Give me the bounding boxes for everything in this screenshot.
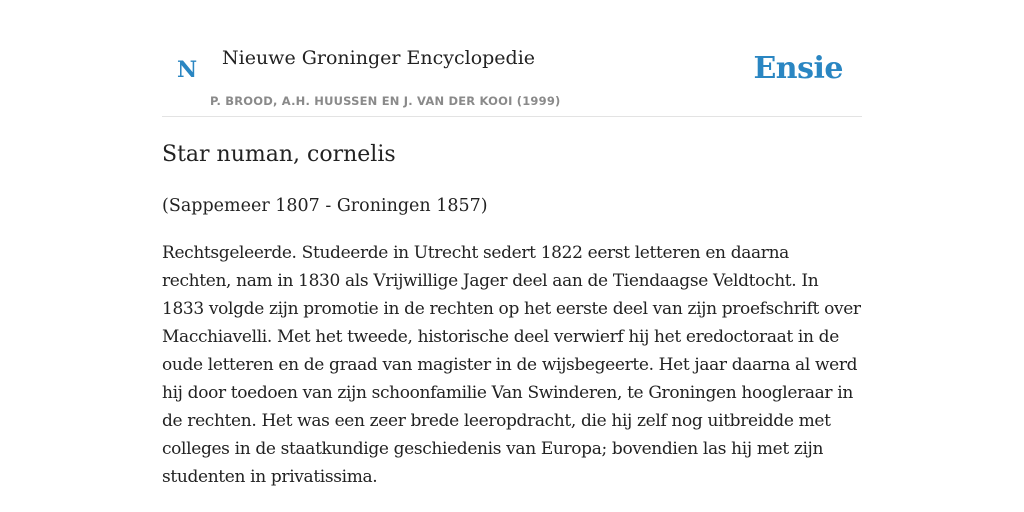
book-authors: P. BROOD, A.H. HUUSSEN EN J. VAN DER KOOI (1999) — [210, 94, 561, 108]
entry-subtitle: (Sappemeer 1807 - Groningen 1857) — [162, 196, 488, 216]
entry-body: Rechtsgeleerde. Studeerde in Utrecht sedert 1822 eerst letteren en daarna rechten, nam in 1830 als Vrijwillige Jager deel aan de Tiendaagse Veldtocht. In 1833 volgde zijn promotie in de rechten op het eerste deel van zijn proefschrift over Macchiavelli. Met het tweede, historische deel verwierf hij het eredoctoraat in de oude letteren en de graad van magister in de wijsbegeerte. Het jaar daarna al werd hij door toedoen van zijn schoonfamilie Van Swinderen, te Groningen hoogleraar in de rechten. Het was een zeer brede leeropdracht, die hij zelf nog uitbreidde met colleges in de staatkundige geschiedenis van Europa; bovendien las hij met zijn studenten in privatissima. — [162, 243, 861, 487]
book-title[interactable]: Nieuwe Groninger Encyclopedie — [222, 47, 536, 69]
entry-title: Star numan, cornelis — [162, 142, 396, 167]
ensie-brand-logo[interactable]: Ensie — [753, 51, 843, 86]
encyclopedia-logo[interactable]: N — [177, 57, 198, 83]
page-header — [162, 0, 862, 117]
